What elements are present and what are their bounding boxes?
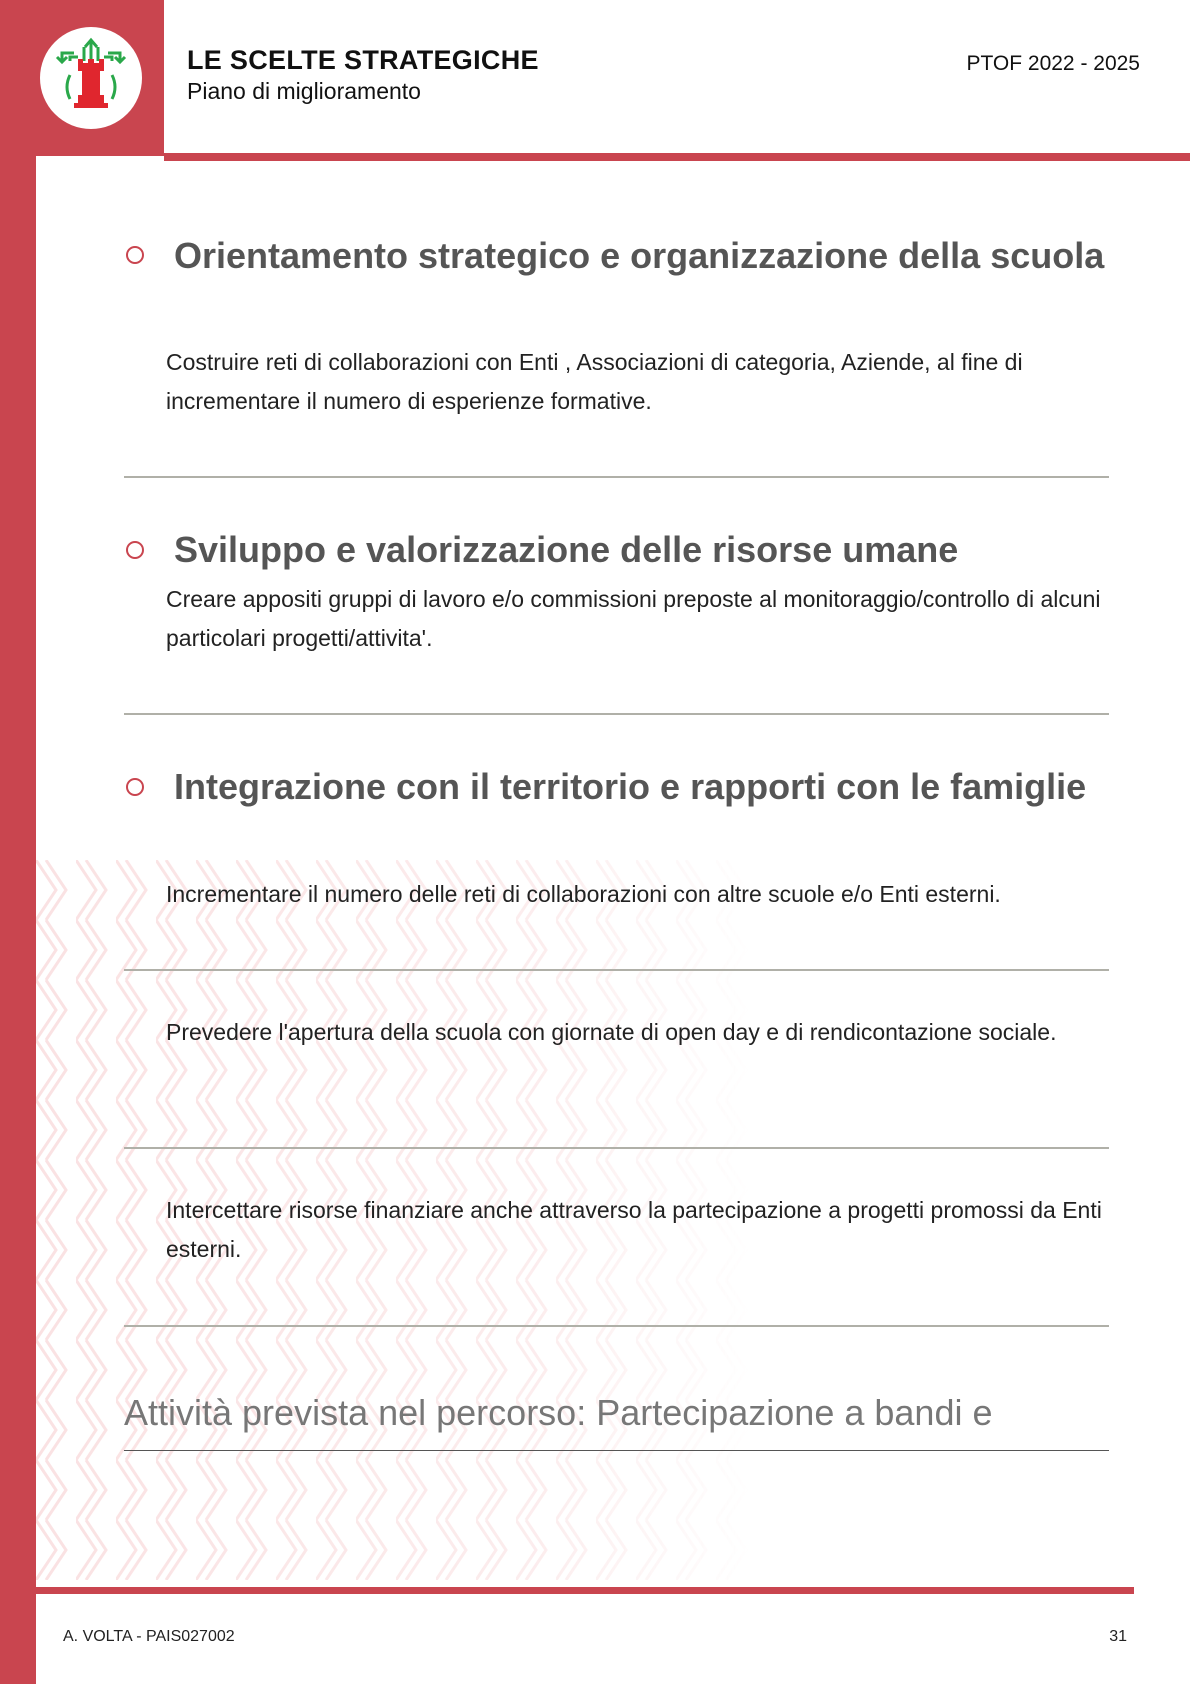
page-title: LE SCELTE STRATEGICHE [187, 45, 539, 75]
footer-school: A. VOLTA - PAIS027002 [63, 1628, 235, 1645]
section-divider [124, 476, 1109, 478]
footer-divider [36, 1587, 1134, 1594]
activity-underline [124, 1450, 1109, 1451]
page-number: 31 [1109, 1628, 1127, 1645]
section-item: Creare appositi gruppi di lavoro e/o commissioni preposte al monitoraggio/controllo di alcuni particolari progetti/attivita'. [166, 586, 1101, 651]
section-item: Costruire reti di collaborazioni con Enti , Associazioni di categoria, Aziende, al fine di incrementare il numero di esperienze formative. [166, 349, 1023, 414]
logo-block [0, 0, 164, 156]
section-heading: Orientamento strategico e organizzazione della scuola [174, 235, 1105, 276]
section-divider [124, 1325, 1109, 1327]
left-accent-bar [0, 0, 36, 1684]
section-item: Intercettare risorse finanziare anche attraverso la partecipazione a progetti promossi da Enti esterni. [166, 1197, 1102, 1262]
ptof-label: PTOF 2022 - 2025 [966, 52, 1140, 75]
activity-title: Attività prevista nel percorso: Partecipazione a bandi e [124, 1392, 993, 1433]
section-divider [124, 1147, 1109, 1149]
section-item: Incrementare il numero delle reti di collaborazioni con altre scuole e/o Enti esterni. [166, 881, 1001, 907]
page-subtitle: Piano di miglioramento [187, 78, 421, 104]
section-divider [124, 713, 1109, 715]
section-heading: Sviluppo e valorizzazione delle risorse umane [174, 529, 959, 570]
header-divider [164, 153, 1190, 161]
section-heading: Integrazione con il territorio e rapporti con le famiglie [174, 766, 1087, 807]
section-item: Prevedere l'apertura della scuola con giornate di open day e di rendicontazione sociale. [166, 1019, 1057, 1045]
school-tower-logo-icon [40, 27, 142, 129]
section-divider [124, 969, 1109, 971]
